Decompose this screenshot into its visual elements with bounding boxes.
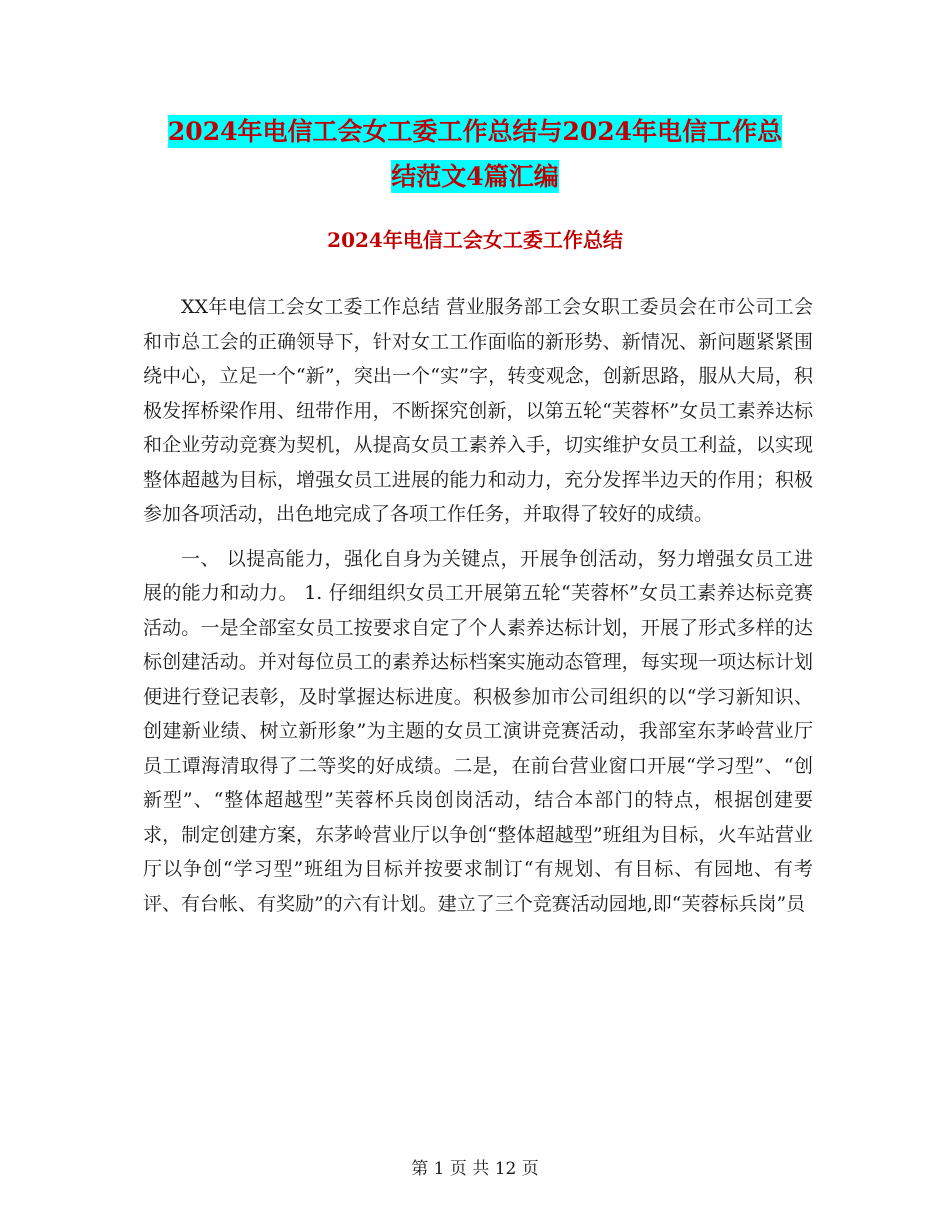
title-highlight: 结范文4篇汇编 bbox=[391, 162, 559, 191]
page-footer: 第 1 页 共 12 页 bbox=[411, 1159, 539, 1179]
document-title-line-1 bbox=[140, 112, 810, 148]
section-heading: 2024年电信工会女工委工作总结 bbox=[327, 228, 623, 252]
paragraph-intro: XX年电信工会女工委工作总结 营业服务部工会女职工委员会在市公司工会和市总工会的正确领导下，针对女工工作面临的新形势、新情况、新问题紧紧围绕中心，立足一个“新”，突出一个“实”字，转变观念，创新思路，服从大局，积极发挥桥梁作用、纽带作用，不断探究创新，以第五轮“芙蓉杯”女员工素养达标和企业劳动竞赛为契机，从提高女员工素养入手，切实维护女员工利益，以实现整体超越为目标，增强女员工进展的能力和动力，充分发挥半边天的作用；积极参加各项活动，出色地完成了各项工作任务，并取得了较好的成绩。 bbox=[143, 296, 813, 525]
document-body bbox=[143, 290, 813, 931]
document-title-line-2 bbox=[140, 157, 810, 193]
paragraph-section-one: 一、 以提高能力，强化自身为关键点，开展争创活动，努力增强女员工进展的能力和动力。 1. 仔细组织女员工开展第五轮“芙蓉杯”女员工素养达标竞赛活动。一是全部室女员工按要求自定了个人素养达标计划，开展了形式多样的达标创建活动。并对每位员工的素养达标档案实施动态管理，每实现一项达标计划便进行登记表彰，及时掌握达标进度。积极参加市公司组织的以“学习新知识、创建新业绩、树立新形象”为主题的女员工演讲竞赛活动，我部室东茅岭营业厅员工谭海清取得了二等奖的好成绩。二是，在前台营业窗口开展“学习型”、“创新型”、“整体超越型”芙蓉杯兵岗创岗活动，结合本部门的特点，根据创建要求，制定创建方案，东茅岭营业厅以争创“整体超越型”班组为目标，火车站营业厅以争创“学习型”班组为目标并按要求制订“有规划、有目标、有园地、有考评、有台帐、有奖励”的六有计划。建立了三个竞赛活动园地,即“芙蓉标兵岗”员 bbox=[143, 547, 813, 915]
title-highlight: 2024年电信工会女工委工作总结与2024年电信工作总 bbox=[167, 117, 783, 146]
